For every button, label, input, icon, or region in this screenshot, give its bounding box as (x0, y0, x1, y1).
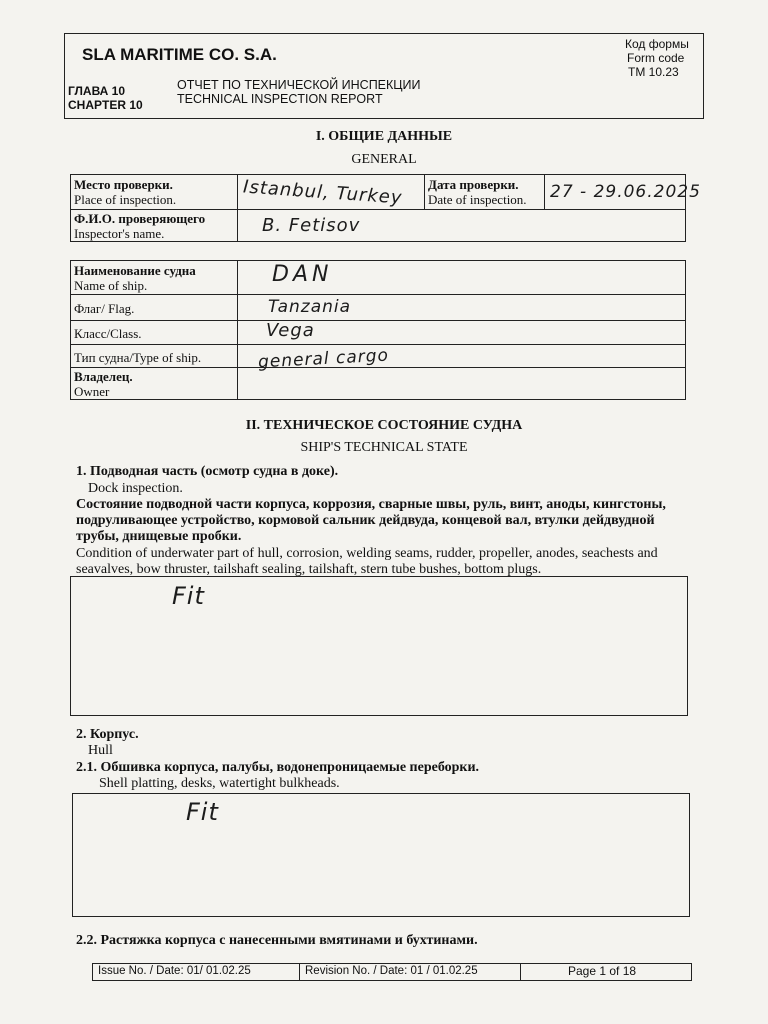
item1-description-ru: Состояние подводной части корпуса, коррозия, сварные швы, руль, винт, аноды, кингстоны, подруливающее устройство, кормовой сальник дейдвуда, концевой вал, втулки дейдвудной трубы, днищевые пробки. (76, 497, 666, 544)
section1-title-ru: I. ОБЩИЕ ДАННЫЕ (315, 129, 453, 144)
report-title-en: TECHNICAL INSPECTION REPORT (177, 92, 383, 106)
type-value: general cargo (257, 345, 390, 373)
date-label-en: Date of inspection. (428, 192, 527, 207)
inspector-label-ru: Ф.И.О. проверяющего (74, 211, 206, 226)
footer-revision: Revision No. / Date: 01 / 01.02.25 (305, 965, 478, 977)
class-label: Класс/Class. (74, 326, 142, 341)
item1-answer: Fit (172, 582, 205, 610)
footer-issue: Issue No. / Date: 01/ 01.02.25 (98, 965, 251, 977)
place-value: Istanbul, Turkey (242, 176, 404, 209)
item1-title-en: Dock inspection. (88, 481, 183, 496)
item21-title-ru: 2.1. Обшивка корпуса, палубы, водонепроницаемые переборки. (76, 760, 480, 775)
chapter-en: CHAPTER 10 (68, 98, 143, 112)
footer-page: Page 1 of 18 (568, 964, 637, 978)
place-label-ru: Место проверки. (74, 177, 173, 192)
form-code: TM 10.23 (628, 65, 679, 79)
item22-title-ru: 2.2. Растяжка корпуса с нанесенными вмятинами и бухтинами. (76, 933, 478, 948)
form-code-en: Form code (627, 51, 685, 65)
section1-title-en: GENERAL (351, 152, 417, 167)
inspector-label-en: Inspector's name. (74, 226, 165, 241)
item2-title-ru: 2. Корпус. (76, 727, 139, 742)
item21-answer-box (72, 793, 690, 917)
ship-name-label-ru: Наименование судна (74, 263, 196, 278)
ship-table (70, 260, 686, 400)
item21-answer: Fit (186, 798, 219, 826)
ship-name-value: DAN (272, 262, 333, 287)
flag-value: Tanzania (268, 297, 352, 317)
item1-answer-box (70, 576, 688, 716)
section2-title-en: SHIP'S TECHNICAL STATE (300, 440, 468, 455)
type-label: Тип судна/Type of ship. (74, 350, 202, 365)
owner-label-ru: Владелец. (74, 369, 133, 384)
ship-name-label-en: Name of ship. (74, 278, 148, 293)
company-name: SLA MARITIME CO. S.A. (82, 45, 277, 64)
item21-title-en: Shell platting, desks, watertight bulkheads. (99, 776, 340, 791)
item1-description-en: Condition of underwater part of hull, corrosion, welding seams, rudder, propeller, anodes, seachests and seavalves, bow thruster, tailshaft sealing, tailshaft, stern tube bushes, bottom plugs. (76, 546, 658, 577)
date-label-ru: Дата проверки. (428, 177, 519, 192)
section2-title-ru: II. ТЕХНИЧЕСКОЕ СОСТОЯНИЕ СУДНА (245, 418, 523, 433)
item2-title-en: Hull (88, 743, 113, 758)
inspector-value: B. Fetisov (262, 215, 361, 236)
date-value: 27 - 29.06.2025 (550, 182, 701, 202)
owner-label-en: Owner (74, 384, 110, 399)
place-label-en: Place of inspection. (74, 192, 177, 207)
flag-label: Флаг/ Flag. (74, 301, 135, 316)
chapter-ru: ГЛАВА 10 (68, 84, 126, 98)
form-code-ru: Код формы (625, 37, 689, 51)
class-value: Vega (266, 320, 315, 341)
report-title-ru: ОТЧЕТ ПО ТЕХНИЧЕСКОЙ ИНСПЕКЦИИ (177, 78, 421, 92)
item1-title-ru: 1. Подводная часть (осмотр судна в доке). (76, 464, 339, 479)
